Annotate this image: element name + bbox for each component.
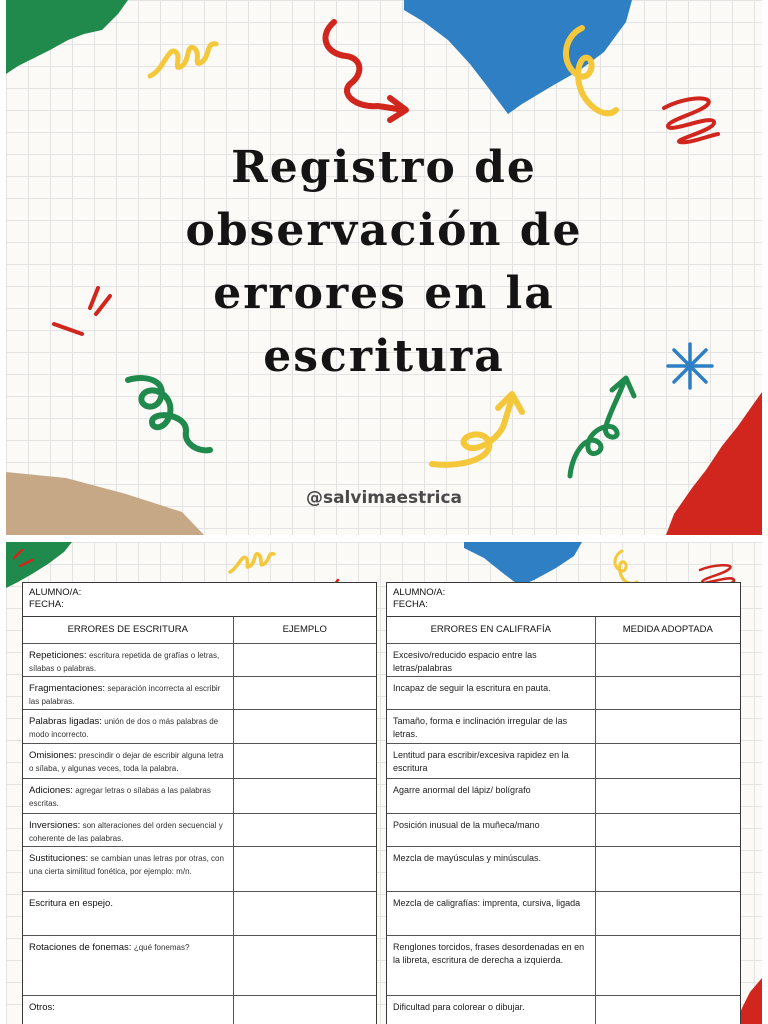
table-header-row — [23, 617, 376, 643]
fecha-label: FECHA: — [393, 599, 428, 610]
cover-title-line: errores en la — [213, 268, 555, 319]
error-description: son alteraciones del orden secuencial y coherente de las palabras. — [29, 820, 223, 843]
table-row — [387, 778, 740, 813]
yellow-curl-doodle — [554, 22, 624, 122]
calligraphy-error: Posición inusual de la muñeca/mano — [387, 813, 595, 846]
calligraphy-error: Lentitud para escribir/excesiva rapidez en la escritura — [387, 743, 595, 778]
example-cell[interactable] — [233, 995, 376, 1024]
table-row — [23, 778, 376, 813]
cover-title-line: observación de — [185, 205, 583, 256]
author-handle: @salvimaestrica — [305, 488, 463, 508]
error-term: Fragmentaciones: — [29, 682, 106, 694]
error-term: Omisiones: — [29, 749, 77, 761]
measure-cell[interactable] — [595, 743, 740, 778]
worksheet-slide — [6, 542, 762, 1024]
red-arrow-doodle — [316, 14, 416, 124]
measure-cell[interactable] — [595, 935, 740, 995]
cover-title-line: escritura — [263, 331, 505, 382]
table-header-row — [387, 617, 740, 643]
student-info — [23, 583, 376, 617]
yellow-loop-doodle — [228, 548, 278, 578]
student-info — [387, 583, 740, 617]
table-row — [23, 995, 376, 1024]
table-row — [23, 891, 376, 935]
calligraphy-error: Renglones torcidos, frases desordenadas en en la libreta, escritura de derecha a izquierda. — [387, 935, 595, 995]
calligraphy-error: Tamaño, forma e inclinación irregular de las letras. — [387, 709, 595, 743]
column-header: ERRORES EN CALIFRAFÍA — [387, 617, 595, 643]
example-cell[interactable] — [233, 846, 376, 891]
cover-slide — [6, 0, 762, 535]
example-cell[interactable] — [233, 743, 376, 778]
measure-cell[interactable] — [595, 676, 740, 709]
error-description: ¿qué fonemas? — [133, 942, 190, 952]
calligraphy-error: Dificultad para colorear o dibujar. — [387, 995, 595, 1024]
table-row — [387, 935, 740, 995]
calligraphy-error: Mezcla de mayúsculas y minúsculas. — [387, 846, 595, 891]
alumno-label: ALUMNO/A: — [29, 587, 82, 598]
error-term: Otros: — [29, 1001, 55, 1013]
table-row — [23, 935, 376, 995]
error-description: escritura repetida de grafías o letras, sílabas o palabras. — [29, 650, 220, 673]
table-row — [387, 891, 740, 935]
example-cell[interactable] — [233, 709, 376, 743]
error-description: separación incorrecta al escribir las palabras. — [29, 683, 221, 706]
example-cell[interactable] — [233, 676, 376, 709]
table-row — [387, 813, 740, 846]
green-paper-scrap — [6, 0, 146, 80]
example-cell[interactable] — [233, 891, 376, 935]
example-cell[interactable] — [233, 935, 376, 995]
error-description: agregar letras o sílabas a las palabras escritas. — [29, 785, 211, 808]
calligraphy-errors-panel — [386, 582, 741, 1024]
column-header: EJEMPLO — [233, 617, 376, 643]
example-cell[interactable] — [233, 813, 376, 846]
table-row — [23, 813, 376, 846]
calligraphy-error: Agarre anormal del lápiz/ bolígrafo — [387, 778, 595, 813]
writing-errors-table — [23, 617, 376, 1024]
measure-cell[interactable] — [595, 813, 740, 846]
alumno-label: ALUMNO/A: — [393, 587, 446, 598]
cover-title-line: Registro de — [231, 142, 537, 193]
table-row — [387, 676, 740, 709]
example-cell[interactable] — [233, 778, 376, 813]
calligraphy-error: Incapaz de seguir la escritura en pauta. — [387, 676, 595, 709]
error-description: prescindir o dejar de escribir alguna letra o sílaba, y algunas veces, toda la palabra. — [29, 750, 224, 773]
column-header: MEDIDA ADOPTADA — [595, 617, 740, 643]
table-row — [387, 743, 740, 778]
red-paper-scrap — [666, 392, 762, 535]
table-row — [23, 709, 376, 743]
measure-cell[interactable] — [595, 846, 740, 891]
calligraphy-errors-table — [387, 617, 740, 1024]
calligraphy-error: Mezcla de caligrafías: imprenta, cursiva, ligada — [387, 891, 595, 935]
measure-cell[interactable] — [595, 778, 740, 813]
writing-errors-panel — [22, 582, 377, 1024]
table-row — [387, 846, 740, 891]
error-term: Rotaciones de fonemas: — [29, 941, 132, 953]
error-description: se cambian unas letras por otras, con una cierta similitud fonética, por ejemplo: m/n. — [29, 853, 224, 876]
table-row — [23, 643, 376, 676]
error-term: Inversiones: — [29, 819, 81, 831]
error-term: Repeticiones: — [29, 649, 87, 661]
cover-title — [94, 136, 674, 388]
calligraphy-error: Excesivo/reducido espacio entre las letras/palabras — [387, 643, 595, 676]
measure-cell[interactable] — [595, 995, 740, 1024]
table-row — [23, 743, 376, 778]
error-term: Adiciones: — [29, 784, 73, 796]
yellow-arrow-doodle — [426, 384, 526, 474]
table-row — [387, 995, 740, 1024]
measure-cell[interactable] — [595, 643, 740, 676]
table-row — [23, 846, 376, 891]
error-term: Palabras ligadas: — [29, 715, 102, 727]
fecha-label: FECHA: — [29, 599, 64, 610]
measure-cell[interactable] — [595, 891, 740, 935]
error-description: unión de dos o más palabras de modo incorrecto. — [29, 716, 219, 739]
blue-paper-scrap — [464, 542, 584, 586]
error-term: Escritura en espejo. — [29, 897, 113, 909]
table-row — [23, 676, 376, 709]
table-row — [387, 643, 740, 676]
yellow-loop-doodle — [146, 36, 222, 84]
column-header: ERRORES DE ESCRITURA — [23, 617, 233, 643]
table-row — [387, 709, 740, 743]
measure-cell[interactable] — [595, 709, 740, 743]
example-cell[interactable] — [233, 643, 376, 676]
green-arrow-doodle — [562, 372, 642, 482]
error-term: Sustituciones: — [29, 852, 89, 864]
